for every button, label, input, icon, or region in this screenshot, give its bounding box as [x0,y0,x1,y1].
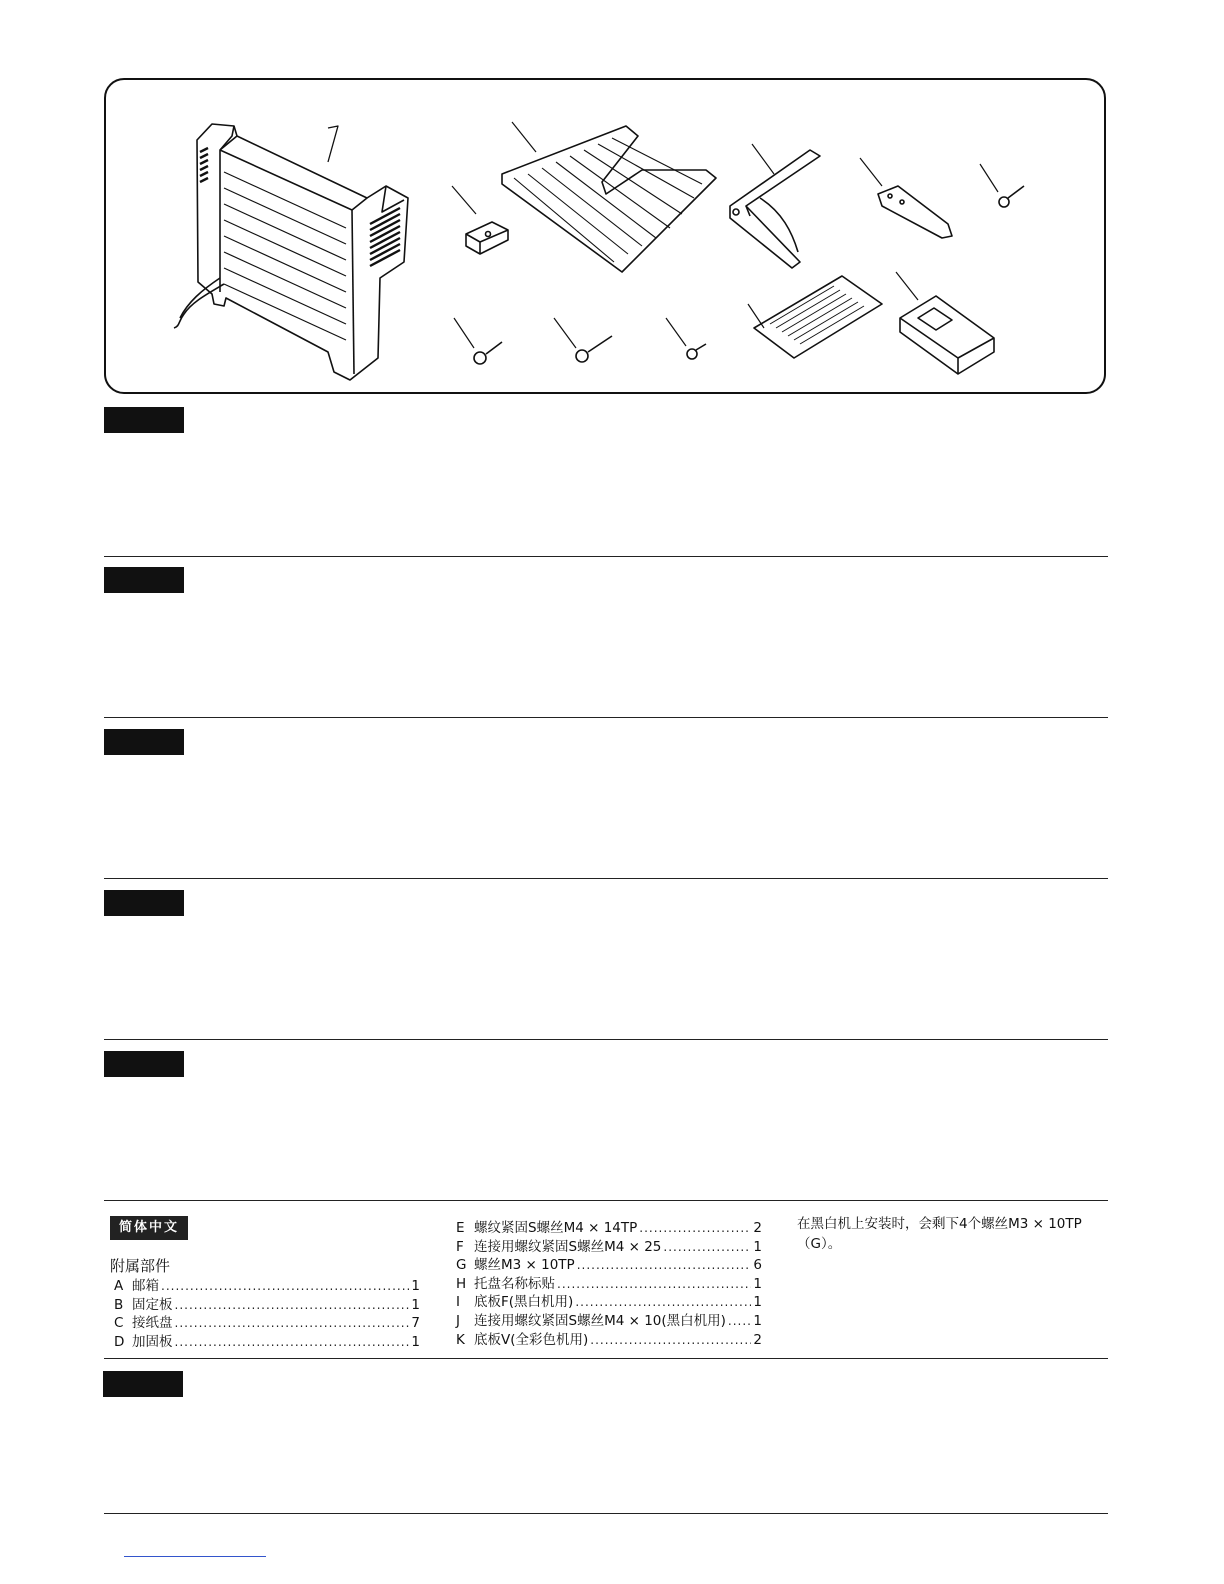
list-item: F 连接用螺纹紧固S螺丝M4 × 25 ..... 1 [456,1235,762,1254]
reinforcement-bracket-drawing [730,144,820,268]
installation-note: 在黑白机上安装时，会剩下4个螺丝M3 × 10TP（G）。 [797,1216,1082,1252]
base-plate-f-drawing [860,158,952,238]
screw-g-drawing [554,318,612,362]
parts-illustration [104,78,1106,394]
list-item: C 接纸盘 ..... 7 [114,1311,420,1330]
section-divider [104,1358,1108,1359]
base-plate-v-drawing [896,272,994,374]
list-item: A 邮箱 ..... 1 [114,1274,420,1293]
list-item: J 连接用螺纹紧固S螺丝M4 × 10(黑白机用) ..... 1 [456,1309,762,1328]
list-item: D 加固板 ..... 1 [114,1330,420,1349]
language-tab [103,1371,183,1397]
section-divider [104,1200,1108,1201]
output-tray-drawing [502,122,716,272]
screw-f-drawing [454,318,502,364]
parts-list-left [114,1274,420,1348]
mailbox-unit-drawing [174,124,408,380]
section-divider [104,1039,1108,1040]
language-tab-chinese: 简体中文 [110,1216,188,1240]
list-item: E 螺纹紧固S螺丝M4 × 14TP ..... 2 [456,1216,762,1235]
language-tab [104,729,184,755]
list-item: H 托盘名称标贴 ..... 1 [456,1272,762,1291]
language-tab [104,1051,184,1077]
parts-list-right [456,1216,762,1346]
list-item: K 底板V(全彩色机用) ..... 2 [456,1328,762,1347]
language-tab [104,890,184,916]
language-tab [104,407,184,433]
section-divider [104,1513,1108,1514]
list-item: I 底板F(黑白机用) ..... 1 [456,1290,762,1309]
section-divider [104,878,1108,879]
list-item: B 固定板 ..... 1 [114,1293,420,1312]
language-tab [104,567,184,593]
section-divider [104,556,1108,557]
section-title: 附属部件 [110,1257,171,1275]
tray-label-sheet-drawing [748,276,882,358]
mounting-plate-drawing [452,186,508,254]
parts-drawing [106,80,1108,396]
section-divider [104,717,1108,718]
screw-h-drawing [666,318,706,359]
screw-e-drawing [980,164,1024,207]
footer-link-underline[interactable] [124,1556,266,1557]
list-item: G 螺丝M3 × 10TP ..... 6 [456,1253,762,1272]
